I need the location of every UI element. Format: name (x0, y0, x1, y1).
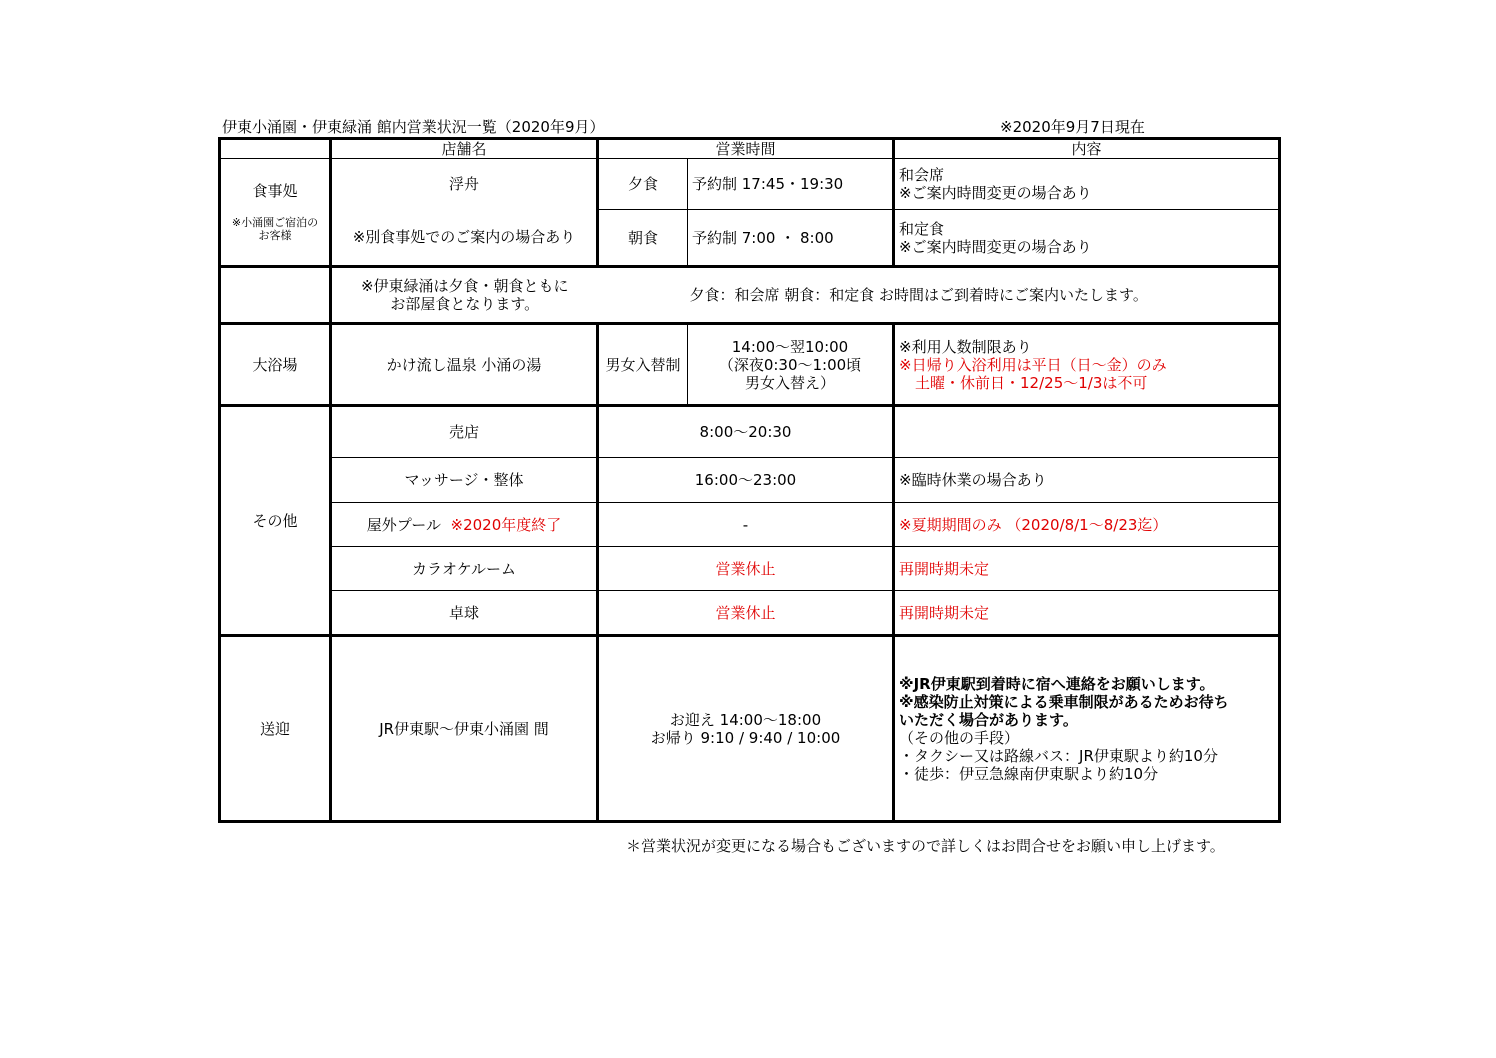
karaoke-name: カラオケルーム (331, 547, 598, 591)
dining-venue-note: ※別食事処でのご案内の場合あり (331, 210, 598, 267)
table-row (220, 547, 1280, 591)
dinner-content-menu: 和会席 (899, 166, 945, 184)
header-blank-cell (220, 139, 331, 159)
shuttle-note-line-1: ※JR伊東駅到着時に宿へ連絡をお願いします。 (899, 674, 1215, 693)
pool-name: 屋外プール (366, 515, 441, 534)
bath-category: 大浴場 (220, 324, 331, 406)
shuttle-note-line-6: ・徒歩：伊豆急線南伊東駅より約10分 (899, 764, 1159, 783)
table-row (220, 406, 1280, 458)
massage-name: マッサージ・整体 (331, 458, 598, 503)
bath-hours (688, 324, 894, 406)
dining-category-cell (220, 159, 331, 267)
bath-note-line-3: 土曜・休前日・12/25〜1/3は不可 (915, 373, 1148, 392)
shuttle-note-line-2: ※感染防止対策による乗車制限があるためお待ち (899, 692, 1229, 711)
shuttle-return-hours: お帰り 9:10 / 9:40 / 10:00 (650, 728, 841, 747)
ryokuyu-note-line-1: ※伊東緑涌は夕食・朝食ともに (360, 277, 569, 295)
shuttle-route: JR伊東駅〜伊東小涌園 間 (331, 636, 598, 822)
shuttle-category: 送迎 (220, 636, 331, 822)
shop-hours: 8:00〜20:30 (598, 406, 894, 458)
shuttle-pickup-hours: お迎え 14:00〜18:00 (669, 710, 822, 729)
table-header-row (220, 139, 1280, 159)
shop-content (894, 406, 1280, 458)
table-row (220, 324, 1280, 406)
pool-name-note: ※2020年度終了 (450, 515, 562, 534)
massage-content: ※臨時休業の場合あり (894, 458, 1280, 503)
bath-notes (894, 324, 1280, 406)
dinner-content-note: ※ご案内時間変更の場合あり (899, 184, 1092, 202)
bath-hours-line-1: 14:00〜翌10:00 (731, 337, 849, 356)
table-row (220, 267, 1280, 324)
pool-hours: - (598, 503, 894, 547)
table-tennis-name: 卓球 (331, 591, 598, 636)
column-header-venue: 店舗名 (331, 139, 598, 159)
footer-note: ＊営業状況が変更になる場合もございますので詳しくはお問合せをお願い申し上げます。 (626, 837, 1225, 855)
bath-type: 男女入替制 (598, 324, 688, 406)
dining-venue: 浮舟 (331, 159, 598, 210)
facility-status-table (218, 137, 1281, 823)
dining-category-note: ※小涌園ご宿泊の お客様 (231, 216, 319, 242)
table-row (220, 636, 1280, 822)
dining-category: 食事処 (252, 182, 298, 200)
shuttle-note-line-4: （その他の手段） (899, 728, 1020, 747)
ryokuyu-detail: 夕食：和会席 朝食：和定食 お時間はご到着時にご案内いたします。 (598, 267, 1280, 324)
dinner-hours: 予約制 17:45・19:30 (688, 159, 894, 210)
table-row (220, 591, 1280, 636)
pool-name-cell (331, 503, 598, 547)
dinner-content (894, 159, 1280, 210)
ryokuyu-blank-cell (220, 267, 331, 324)
column-header-content: 内容 (894, 139, 1280, 159)
bath-hours-line-2: （深夜0:30〜1:00頃 (718, 355, 862, 374)
karaoke-hours: 営業休止 (598, 547, 894, 591)
pool-content: ※夏期期間のみ （2020/8/1〜8/23迄） (894, 503, 1280, 547)
breakfast-label: 朝食 (598, 210, 688, 267)
ryokuyu-note-line-2: お部屋食となります。 (390, 295, 540, 313)
ryokuyu-note (331, 267, 598, 324)
shuttle-notes (894, 636, 1280, 822)
shuttle-note-line-3: いただく場合があります。 (899, 710, 1078, 729)
table-row (220, 159, 1280, 210)
breakfast-content-note: ※ご案内時間変更の場合あり (899, 237, 1092, 256)
bath-note-line-2: ※日帰り入浴利用は平日（日〜金）のみ (899, 355, 1167, 374)
shuttle-hours (598, 636, 894, 822)
column-header-hours: 営業時間 (598, 139, 894, 159)
dinner-label: 夕食 (598, 159, 688, 210)
massage-hours: 16:00〜23:00 (598, 458, 894, 503)
table-tennis-hours: 営業休止 (598, 591, 894, 636)
breakfast-content (894, 210, 1280, 267)
breakfast-content-menu: 和定食 (899, 219, 945, 238)
other-category: その他 (220, 406, 331, 636)
bath-venue: かけ流し温泉 小涌の湯 (331, 324, 598, 406)
shuttle-note-line-5: ・タクシー又は路線バス：JR伊東駅より約10分 (899, 746, 1218, 765)
table-row (220, 210, 1280, 267)
table-row (220, 503, 1280, 547)
table-tennis-content: 再開時期未定 (894, 591, 1280, 636)
as-of-date: ※2020年9月7日現在 (1000, 118, 1145, 136)
bath-note-line-1: ※利用人数制限あり (899, 337, 1032, 356)
shop-name: 売店 (331, 406, 598, 458)
breakfast-hours: 予約制 7:00 ・ 8:00 (688, 210, 894, 267)
page-title: 伊東小涌園・伊東緑涌 館内営業状況一覧（2020年9月） (222, 118, 605, 136)
table-row (220, 458, 1280, 503)
karaoke-content: 再開時期未定 (894, 547, 1280, 591)
bath-hours-line-3: 男女入替え） (745, 373, 836, 392)
